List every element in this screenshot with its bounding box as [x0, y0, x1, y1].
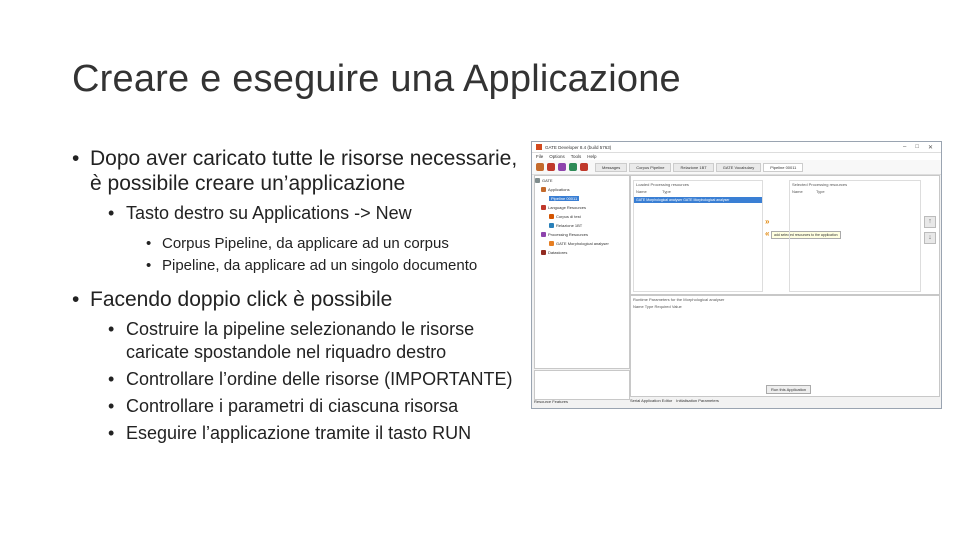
tree-item-datastores[interactable]: Datastores	[535, 248, 629, 257]
bullet-build-pipeline: • Costruire la pipeline selezionando le risorse caricate spostandole nel riquadro destro	[108, 318, 532, 364]
menu-file[interactable]: File	[536, 154, 544, 159]
tab-serial-editor[interactable]: Serial Application Editor	[630, 398, 673, 403]
editor-bottom-tabs	[630, 398, 719, 403]
tab-messages[interactable]: Messages	[595, 163, 627, 172]
window-titlebar	[532, 142, 941, 153]
window-title: GATE Developer 8.4 (build 5763)	[545, 144, 612, 150]
tab-corpus-pipeline[interactable]: Corpus Pipeline	[629, 163, 671, 172]
col-name: Name	[636, 189, 647, 194]
loaded-row[interactable]: GATE Morphological analyser GATE Morphological analyser	[634, 197, 762, 203]
selected-header: Selected Processing resources	[792, 182, 848, 187]
tab-vocabulary[interactable]: GATE Vocabulary	[716, 163, 762, 172]
menu-help[interactable]: Help	[587, 154, 597, 159]
language-resources-icon	[541, 205, 546, 210]
new-lr-icon[interactable]	[547, 163, 555, 171]
toolbar	[532, 160, 941, 175]
selected-resources-list	[789, 180, 921, 292]
bullet-corpus-pipeline: • Corpus Pipeline, da applicare ad un corpus	[146, 233, 532, 255]
bullet-check-order: • Controllare l’ordine delle risorse (IMPORTANTE)	[108, 368, 532, 391]
resource-features-pane	[534, 370, 630, 400]
menu-bar	[532, 153, 941, 160]
order-buttons	[924, 216, 936, 244]
annotation-diff-icon[interactable]	[580, 163, 588, 171]
loaded-header: Loaded Processing resources	[636, 182, 689, 187]
tab-init-params[interactable]: Initialisation Parameters	[676, 398, 719, 403]
tab-strip	[595, 163, 803, 172]
tree-item-applications[interactable]: Applications	[535, 185, 629, 194]
tooltip: add selected resources to the application	[771, 231, 841, 239]
slide-title: Creare e eseguire una Applicazione	[72, 58, 681, 100]
tree-item-pipeline[interactable]: Pipeline 00011	[551, 196, 578, 201]
bullet-check-params: • Controllare i parametri di ciascuna risorsa	[108, 395, 532, 418]
col-name-selected: Name	[792, 189, 803, 194]
params-columns: Name Type Required Value	[633, 304, 682, 309]
bullet-create-application: • Dopo aver caricato tutte le risorse necessarie, è possibile creare un’applicazione	[72, 146, 532, 196]
menu-tools[interactable]: Tools	[570, 154, 582, 159]
col-type: Type	[662, 189, 671, 194]
bullet-double-click: • Facendo doppio click è possibile	[72, 287, 532, 312]
resource-features-label: Resource Features	[534, 399, 569, 404]
gate-icon	[535, 178, 540, 183]
bullet-pipeline: • Pipeline, da applicare ad un singolo documento	[146, 255, 532, 277]
close-icon[interactable]: ✕	[927, 144, 933, 151]
bullet-right-click: • Tasto destro su Applications -> New	[108, 202, 532, 225]
remove-left-icon[interactable]: «	[765, 229, 770, 238]
bullet-run: • Eseguire l’applicazione tramite il tasto RUN	[108, 422, 532, 445]
tab-pipeline[interactable]: Pipeline 00011	[763, 163, 803, 172]
add-right-icon[interactable]: »	[765, 217, 770, 226]
load-app-icon[interactable]	[536, 163, 544, 171]
minimize-icon[interactable]: –	[903, 143, 907, 150]
tree-item-corpus[interactable]: Corpus di test	[535, 212, 629, 221]
new-pr-icon[interactable]	[558, 163, 566, 171]
document-icon	[549, 223, 554, 228]
move-up-icon[interactable]: ↑	[924, 216, 936, 228]
pipeline-editor	[630, 175, 940, 295]
processing-resources-icon	[541, 232, 546, 237]
loaded-resources-list	[633, 180, 763, 292]
gate-screenshot	[531, 141, 942, 409]
tree-item-language-resources[interactable]: Language Resources	[535, 203, 629, 212]
params-header: Runtime Parameters for the Morphological analyser	[633, 297, 725, 302]
menu-options[interactable]: Options	[549, 154, 565, 159]
plugin-icon[interactable]	[569, 163, 577, 171]
datastores-icon	[541, 250, 546, 255]
move-down-icon[interactable]: ↓	[924, 232, 936, 244]
col-type-selected: Type	[815, 189, 825, 194]
tree-item-document[interactable]: Relazione 1BT	[535, 221, 629, 230]
tab-relazione[interactable]: Relazione 1BT	[673, 163, 713, 172]
tree-item-morph[interactable]: GATE Morphological analyser	[535, 239, 629, 248]
morph-icon	[549, 241, 554, 246]
run-application-button[interactable]: Run this Application	[766, 385, 811, 394]
maximize-icon[interactable]: □	[915, 143, 919, 150]
resource-tree	[534, 175, 630, 369]
tree-item-processing-resources[interactable]: Processing Resources	[535, 230, 629, 239]
runtime-parameters-pane	[630, 295, 940, 397]
gate-logo-icon	[536, 144, 542, 150]
tree-item-gate[interactable]: GATE	[535, 176, 629, 185]
corpus-icon	[549, 214, 554, 219]
applications-icon	[541, 187, 546, 192]
move-arrows	[765, 216, 769, 240]
bullet-list	[72, 146, 532, 449]
